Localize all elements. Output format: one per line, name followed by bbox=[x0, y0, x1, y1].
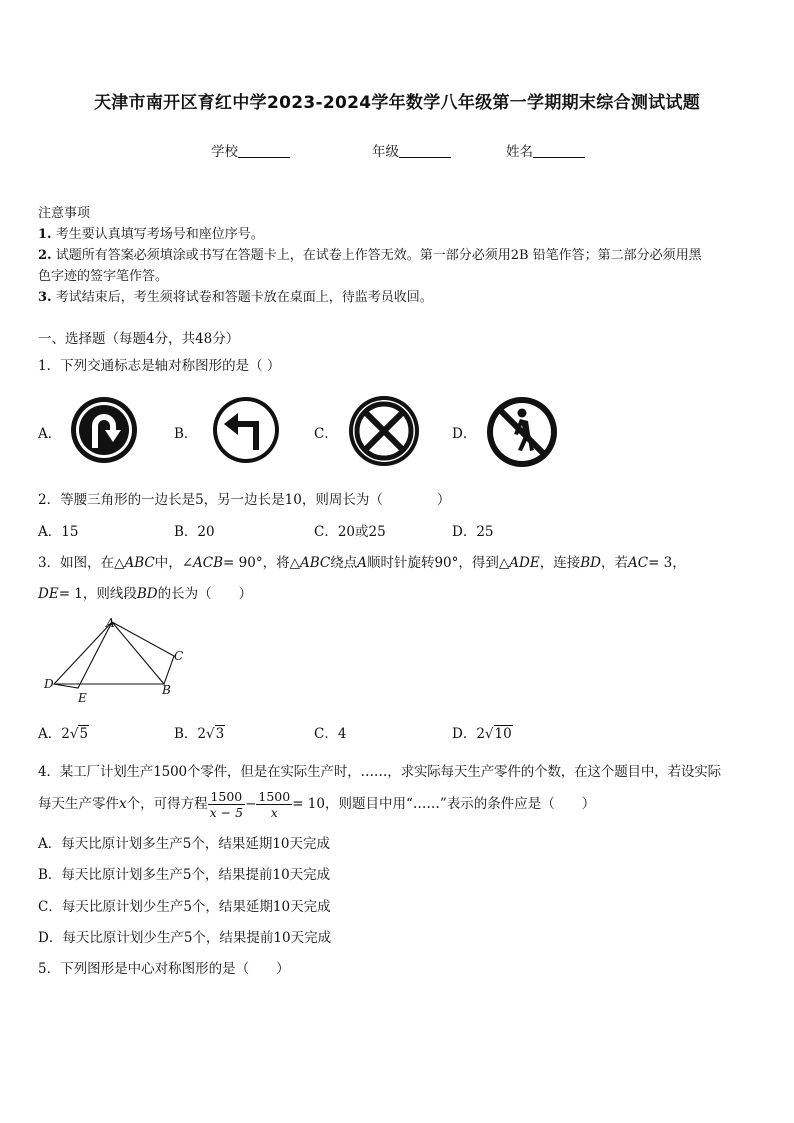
triangle-abc bbox=[112, 622, 174, 684]
q4-option-c[interactable]: C．每天比原计划少生产5个，结果延期10天完成 bbox=[38, 899, 331, 915]
q1-option-d-label[interactable]: D． bbox=[452, 426, 477, 442]
q4-option-b[interactable]: B．每天比原计划多生产5个，结果提前10天完成 bbox=[38, 867, 331, 883]
vertex-label-b: B bbox=[162, 683, 171, 697]
vertex-label-a: A bbox=[106, 616, 115, 630]
notice-item: 1. 考生要认真填写考场号和座位序号。 bbox=[38, 227, 264, 242]
question-3-stem: 3．如图，在△ABC中，∠ACB= 90°，将△ABC绕点A顺时针旋转90°，得到△ADE，连接BD，若AC= 3， bbox=[38, 555, 686, 571]
triangle-ade bbox=[54, 622, 112, 688]
question-3-stem-line2: DE= 1，则线段BD的长为（ ） bbox=[38, 586, 253, 602]
q3-option-c[interactable]: C．4 bbox=[314, 726, 347, 742]
vertex-label-d: D bbox=[44, 677, 54, 691]
q2-option-b[interactable]: B．20 bbox=[174, 524, 215, 540]
fraction-1500-over-x-minus-5: $\frac{1500}{x - 5}$ bbox=[209, 789, 244, 820]
name-blank[interactable] bbox=[533, 143, 585, 158]
school-field[interactable] bbox=[211, 140, 290, 160]
q4-option-a[interactable]: A．每天比原计划多生产5个，结果延期10天完成 bbox=[38, 836, 331, 852]
question-4-stem-line2: 每天生产零件x个，可得方程 $\frac{1500}{x - 5}$ − $\frac{1500}{x}$ = 10，则题目中用“……”表示的条件应是（ ） bbox=[38, 789, 596, 820]
notice-item: 色字迹的签字笔作答。 bbox=[38, 269, 169, 284]
fraction-1500-over-x: $\frac{1500}{x}$ bbox=[258, 789, 291, 820]
grade-field[interactable] bbox=[372, 140, 451, 160]
u-turn-sign-icon[interactable] bbox=[68, 394, 140, 466]
page-title: 天津市南开区育红中学2023-2024学年数学八年级第一学期期末综合测试试题 bbox=[93, 93, 701, 113]
notice-item: 3. 考试结束后，考生须将试卷和答题卡放在桌面上，待监考员收回。 bbox=[38, 290, 433, 305]
q2-option-c[interactable]: C．20或25 bbox=[314, 524, 386, 540]
name-label: 姓名 bbox=[506, 144, 533, 160]
grade-label: 年级 bbox=[372, 144, 399, 160]
school-blank[interactable] bbox=[238, 143, 290, 158]
q4-option-d[interactable]: D．每天比原计划少生产5个，结果提前10天完成 bbox=[38, 930, 332, 946]
section-heading: 一、选择题（每题4分，共48分） bbox=[38, 331, 240, 347]
q3-option-d[interactable]: D．2√10 bbox=[452, 726, 512, 742]
school-label: 学校 bbox=[211, 144, 238, 160]
q2-option-a[interactable]: A．15 bbox=[38, 524, 79, 540]
notice-item: 2. 试题所有答案必须填涂或书写在答题卡上，在试卷上作答无效。第一部分必须用2B 铅笔作答；第二部分必须用黑 bbox=[38, 248, 702, 263]
notice-block bbox=[38, 203, 760, 308]
q3-option-a[interactable]: A．2√5 bbox=[38, 726, 89, 742]
question-2-stem: 2．等腰三角形的一边长是5，另一边长是10，则周长为（ ） bbox=[38, 492, 451, 508]
question-1-stem: 1．下列交通标志是轴对称图形的是（ ） bbox=[38, 358, 281, 374]
question-5-stem: 5．下列图形是中心对称图形的是（ ） bbox=[38, 961, 290, 977]
q1-option-a-label[interactable]: A． bbox=[38, 426, 62, 442]
no-stopping-sign-icon[interactable] bbox=[347, 394, 421, 468]
triangle-rotation-figure bbox=[40, 614, 190, 706]
q1-option-c-label[interactable]: C． bbox=[314, 426, 338, 442]
no-pedestrians-sign-icon[interactable] bbox=[484, 394, 560, 470]
left-turn-sign-icon[interactable] bbox=[210, 394, 282, 466]
q1-option-b-label[interactable]: B． bbox=[174, 426, 198, 442]
vertex-label-c: C bbox=[174, 649, 184, 663]
name-field[interactable] bbox=[506, 140, 585, 160]
q3-option-b[interactable]: B．2√3 bbox=[174, 726, 225, 742]
notice-heading: 注意事项 bbox=[38, 206, 91, 221]
q2-option-d[interactable]: D．25 bbox=[452, 524, 494, 540]
grade-blank[interactable] bbox=[399, 143, 451, 158]
vertex-label-e: E bbox=[78, 691, 87, 705]
question-4-stem: 4．某工厂计划生产1500个零件，但是在实际生产时，……，求实际每天生产零件的个数，在这个题目中，若设实际 bbox=[38, 764, 721, 780]
